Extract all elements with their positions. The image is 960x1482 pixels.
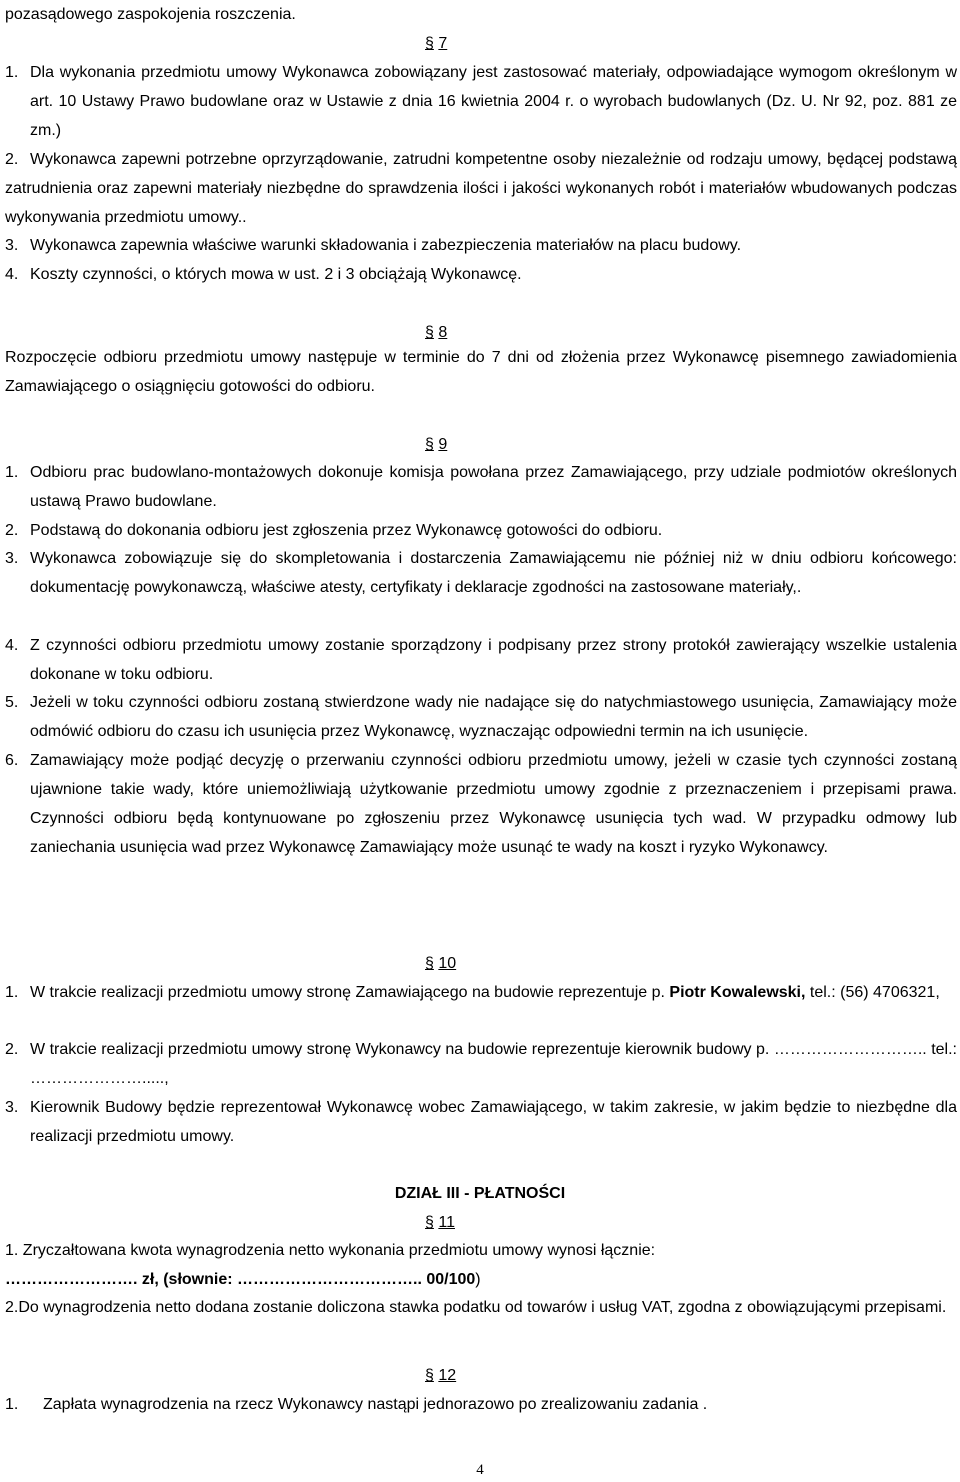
s7-item-1: 1. Dla wykonania przedmiotu umowy Wykonawca zobowiązany jest zastosować materiały, odpowiadające wymogom określonym w art. 10 Ustawy Prawo budowlane oraz w Ustawie z dnia 16 kwietnia 2004 r. o wyrobach budowlanych (Dz. U. Nr 92, poz. 881 ze zm.) <box>5 64 957 139</box>
s12-item-1: 1. Zapłata wynagrodzenia na rzecz Wykonawcy nastąpi jednorazowo po zrealizowaniu zadania . <box>5 1396 708 1413</box>
section-7-heading: § 7 <box>425 35 448 52</box>
s10-item-2: 2. W trakcie realizacji przedmiotu umowy stronę Wykonawcy na budowie reprezentuje kierownik budowy p. ……………………….. tel.: …………………....., <box>5 1041 957 1087</box>
s7-item-4: 4. Koszty czynności, o których mowa w ust. 2 i 3 obciążają Wykonawcę. <box>5 266 522 283</box>
s11-amount-line: ……………………. zł, (słownie: …………………………….. 00/100) <box>5 1271 481 1288</box>
s9-item-4: 4. Z czynności odbioru przedmiotu umowy zostanie sporządzony i podpisany przez strony protokół zawierający wszelkie ustalenia dokonane w toku odbioru. <box>5 637 957 683</box>
s7-item-3: 3. Wykonawca zapewnia właściwe warunki składowania i zabezpieczenia materiałów na placu budowy. <box>5 237 742 254</box>
s10-item-3: 3. Kierownik Budowy będzie reprezentował Wykonawcę wobec Zamawiającego, w takim zakresie, w jakim będzie to niezbędne dla realizacji przedmiotu umowy. <box>5 1099 957 1145</box>
continuation-line: pozasądowego zaspokojenia roszczenia. <box>5 6 296 23</box>
chapter-heading: DZIAŁ III - PŁATNOŚCI <box>394 1185 566 1202</box>
section-10-heading: § 10 <box>425 955 457 972</box>
s9-item-3: 3. Wykonawca zobowiązuje się do skompletowania i dostarczenia Zamawiającemu nie później niż w dniu odbioru końcowego: dokumentację powykonawczą, właściwe atesty, certyfikaty i deklaracje zgodności na zastosowane materiały,. <box>5 550 957 596</box>
section-11-heading: § 11 <box>425 1214 455 1231</box>
section-9-heading: § 9 <box>425 436 448 453</box>
s11-line-1: 1. Zryczałtowana kwota wynagrodzenia netto wykonania przedmiotu umowy wynosi łącznie: <box>5 1242 656 1259</box>
s9-item-6: 6. Zamawiający może podjąć decyzję o przerwaniu czynności odbioru przedmiotu umowy, jeżeli w czasie tych czynności zostaną ujawnione takie wady, które uniemożliwiają użytkowanie przedmiotu umowy zgodnie z przeznaczeniem i przepisami prawa. Czynności odbioru będą kontynuowane po zgłoszeniu przez Wykonawcę usunięcia tych wad. W przypadku odmowy lub zaniechania usunięcia wad przez Wykonawcę Zamawiający może usunąć te wady na koszt i ryzyko Wykonawcy. <box>5 752 957 856</box>
s9-item-5: 5. Jeżeli w toku czynności odbioru zostaną stwierdzone wady nie nadające się do natychmiastowego usunięcia, Zamawiający może odmówić odbioru do czasu ich usunięcia przez Wykonawcę, wyznaczając odpowiedni termin na ich usunięcie. <box>5 694 957 740</box>
s9-item-1: 1. Odbioru prac budowlano-montażowych dokonuje komisja powołana przez Zamawiającego, przy udziale podmiotów określonych ustawą Prawo budowlane. <box>5 464 957 510</box>
s11-paragraph-2: 2.Do wynagrodzenia netto dodana zostanie doliczona stawka podatku od towarów i usług VAT, zgodna z obowiązującymi przepisami. <box>5 1299 947 1316</box>
s9-item-2: 2. Podstawą do dokonania odbioru jest zgłoszenia przez Wykonawcę gotowości do odbioru. <box>5 522 663 539</box>
section-8-heading: § 8 <box>425 324 448 341</box>
section-12-heading: § 12 <box>425 1367 457 1384</box>
page-number: 4 <box>476 1462 484 1478</box>
s10-item-1: 1. W trakcie realizacji przedmiotu umowy stronę Zamawiającego na budowie reprezentuje p. Piotr Kowalewski, tel.: (56) 4706321, <box>5 984 940 1001</box>
s8-paragraph: Rozpoczęcie odbioru przedmiotu umowy następuje w terminie do 7 dni od złożenia przez Wykonawcę pisemnego zawiadomienia Zamawiającego o osiągnięciu gotowości do odbioru. <box>5 349 957 395</box>
s7-item-2: 2. Wykonawca zapewni potrzebne oprzyrządowanie, zatrudni kompetentne osoby niezależnie od rodzaju umowy, będącej podstawą zatrudnienia oraz zapewni materiały niezbędne do sprawdzenia ilości i jakości wykonanych robót i materiałów wbudowanych podczas wykonywania przedmiotu umowy.. <box>5 151 957 226</box>
representative-name: Piotr Kowalewski, <box>669 984 806 1001</box>
